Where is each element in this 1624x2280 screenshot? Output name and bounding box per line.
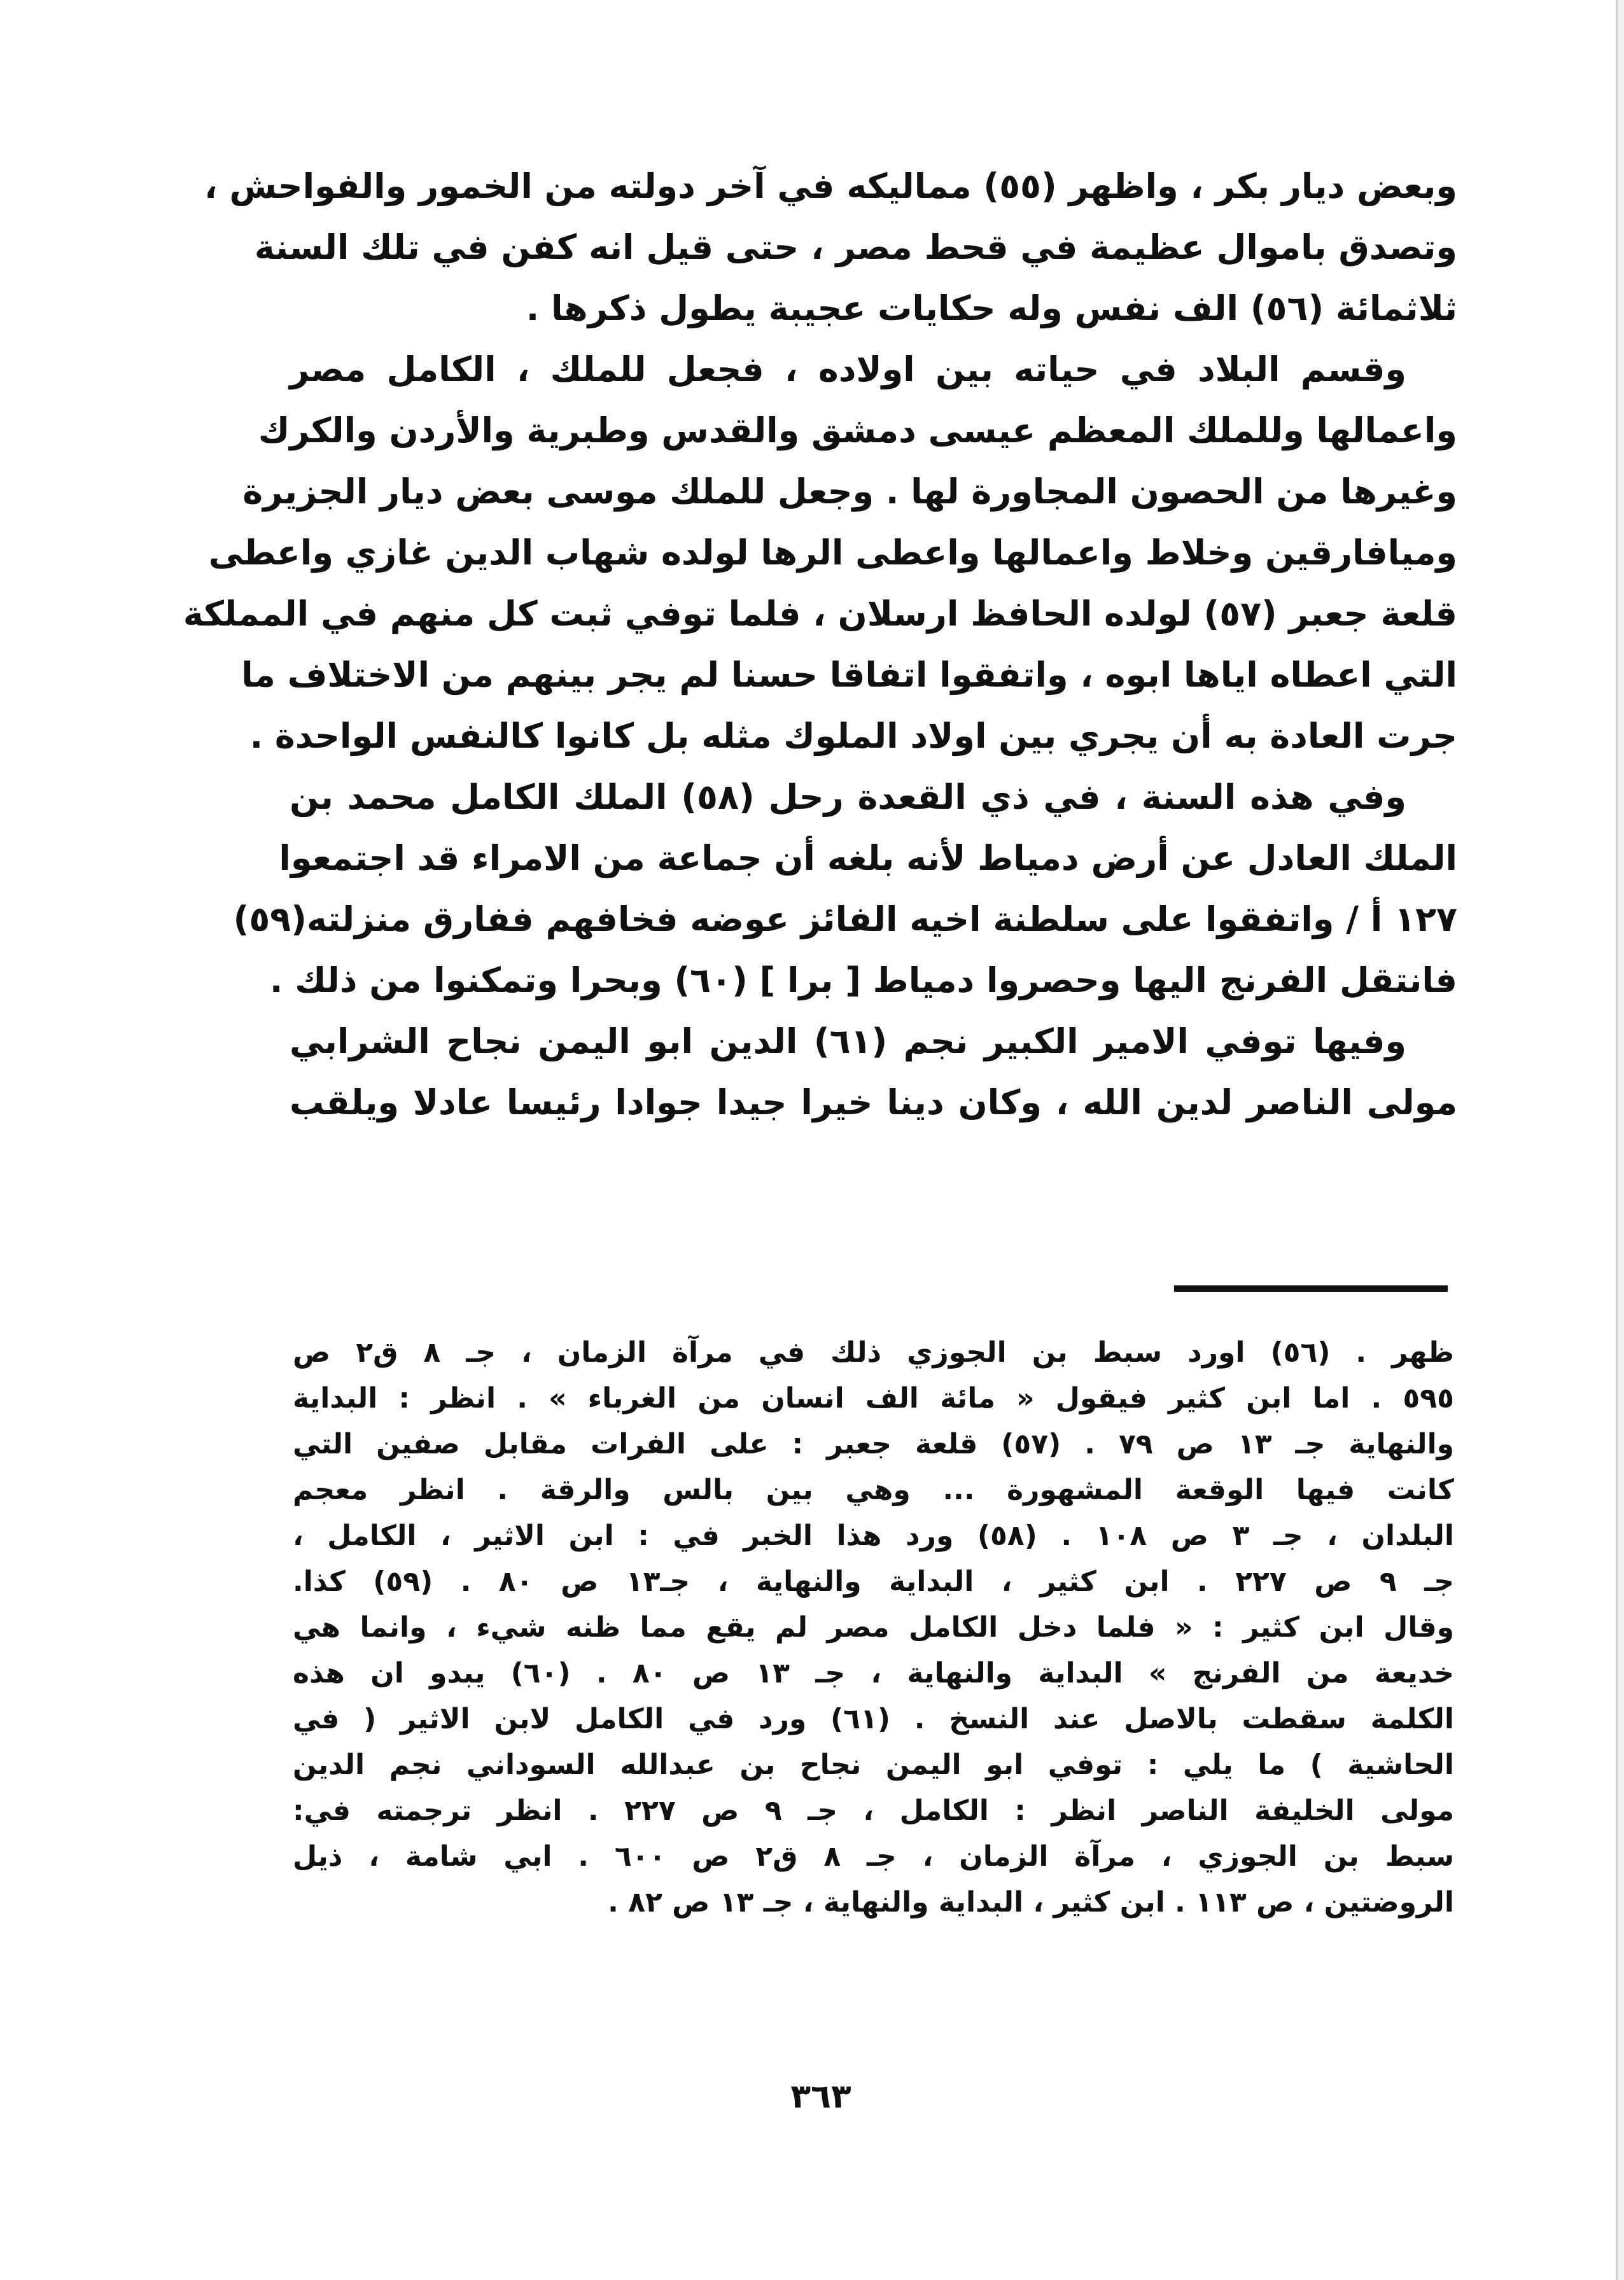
footnote-line: الكلمة سقطت بالاصل عند النسخ . (٦١) ورد في الكامل لابن الاثير ( في bbox=[293, 1703, 1454, 1735]
footnote-line: سبط بن الجوزي ، مرآة الزمان ، جـ ٨ ق٢ ص ٦٠٠ . ابي شامة ، ذيل bbox=[293, 1840, 1455, 1873]
footnote-line: ٥٩٥ . اما ابن كثير فيقول « مائة الف انسان من الغرباء » . انظر : البداية bbox=[293, 1382, 1454, 1415]
footnote-line: جـ ٩ ص ٢٢٧ . ابن كثير ، البداية والنهاية ، جـ١٣ ص ٨٠ . (٥٩) كذا. bbox=[293, 1565, 1454, 1598]
body-line: فانتقل الفرنج اليها وحصروا دمياط [ برا ] (٦٠) وبحرا وتمكنوا من ذلك . bbox=[269, 960, 1457, 1000]
body-line: مولى الناصر لدين الله ، وكان دينا خيرا جيدا جوادا رئيسا عادلا ويلقب bbox=[290, 1082, 1457, 1123]
footnote-line: كانت فيها الوقعة المشهورة ... وهي بين بالس والرقة . انظر معجم bbox=[293, 1474, 1454, 1506]
footnote-line: الروضتين ، ص ١١٣ . ابن كثير ، البداية والنهاية ، جـ ١٣ ص ٨٢ . bbox=[608, 1886, 1454, 1919]
footnote-line: ظهر . (٥٦) اورد سبط بن الجوزي ذلك في مرآة الزمان ، جـ ٨ ق٢ ص bbox=[293, 1336, 1455, 1369]
body-line: وبعض ديار بكر ، واظهر (٥٥) مماليكه في آخر دولته من الخمور والفواحش ، bbox=[204, 166, 1457, 206]
body-line: جرت العادة به أن يجري بين اولاد الملوك مثله بل كانوا كالنفس الواحدة . bbox=[249, 716, 1457, 756]
body-line: التي اعطاه اياها ابوه ، واتفقوا اتفاقا حسنا لم يجر بينهم من الاختلاف ما bbox=[241, 655, 1457, 695]
footnote-separator bbox=[1174, 1285, 1448, 1292]
footnote-line: الحاشية ) ما يلي : توفي ابو اليمن نجاح بن عبدالله السوداني نجم الدين bbox=[293, 1749, 1454, 1781]
footnote-line: البلدان ، جـ ٣ ص ١٠٨ . (٥٨) ورد هذا الخبر في : ابن الاثير ، الكامل ، bbox=[293, 1520, 1455, 1552]
body-line: وغيرها من الحصون المجاورة لها . وجعل للملك موسى بعض ديار الجزيرة bbox=[242, 472, 1457, 512]
body-line: وقسم البلاد في حياته بين اولاده ، فجعل للملك ، الكامل مصر bbox=[290, 349, 1406, 389]
footnote-line: خديعة من الفرنج » البداية والنهاية ، جـ ١٣ ص ٨٠ . (٦٠) يبدو ان هذه bbox=[293, 1657, 1454, 1689]
footnote-line: مولى الخليفة الناصر انظر : الكامل ، جـ ٩ ص ٢٢٧ . انظر ترجمته في: bbox=[293, 1794, 1455, 1827]
page-edge bbox=[1616, 0, 1624, 2280]
footnote-line: والنهاية جـ ١٣ ص ٧٩ . (٥٧) قلعة جعبر : على الفرات مقابل صفين التي bbox=[293, 1428, 1454, 1460]
main-text-block bbox=[183, 156, 1457, 1133]
footnote-line: وقال ابن كثير : « فلما دخل الكامل مصر لم يقع مما ظنه شيء ، وانما هي bbox=[293, 1611, 1454, 1644]
body-line: واعمالها وللملك المعظم عيسى دمشق والقدس وطبرية والأردن والكرك bbox=[258, 410, 1457, 451]
page-number: ٣٦٣ bbox=[790, 2078, 851, 2116]
body-line: وميافارقين وخلاط واعمالها واعطى الرها لولده شهاب الدين غازي واعطى bbox=[208, 533, 1457, 573]
body-line: ١٢٧ أ / واتفقوا على سلطنة اخيه الفائز عوضه فخافهم ففارق منزلته(٥٩) bbox=[233, 899, 1457, 939]
body-line: وتصدق باموال عظيمة في قحط مصر ، حتى قيل انه كفن في تلك السنة bbox=[254, 227, 1457, 267]
body-line: الملك العادل عن أرض دمياط لأنه بلغه أن جماعة من الامراء قد اجتمعوا bbox=[279, 838, 1457, 878]
footnotes-block bbox=[293, 1330, 1454, 1926]
body-line: ثلاثمائة (٥٦) الف نفس وله حكايات عجيبة يطول ذكرها . bbox=[526, 288, 1457, 328]
body-line: وفيها توفي الامير الكبير نجم (٦١) الدين ابو اليمن نجاح الشرابي bbox=[290, 1021, 1406, 1061]
body-line: قلعة جعبر (٥٧) لولده الحافظ ارسلان ، فلما توفي ثبت كل منهم في المملكة bbox=[183, 594, 1457, 634]
body-line: وفي هذه السنة ، في ذي القعدة رحل (٥٨) الملك الكامل محمد بن bbox=[290, 777, 1406, 817]
